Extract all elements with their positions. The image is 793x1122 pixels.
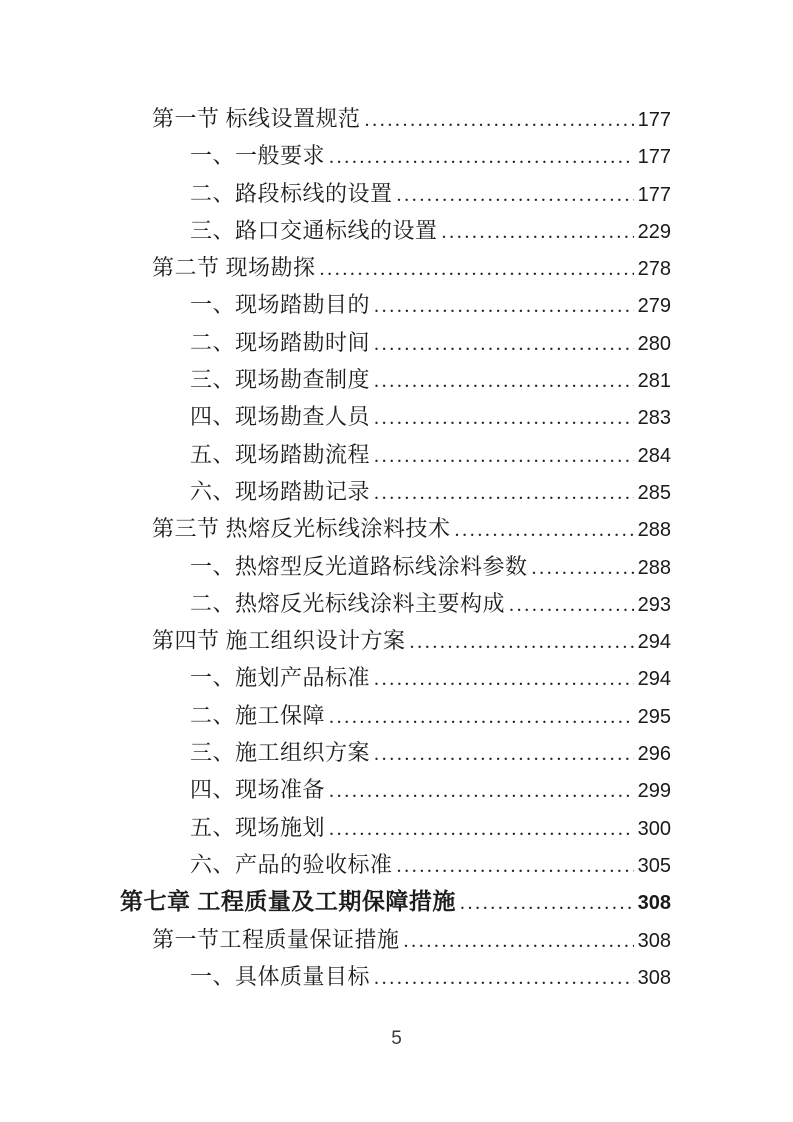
toc-dot-leader <box>374 436 634 475</box>
toc-entry-page-number: 284 <box>637 444 671 467</box>
toc-entry-page-number: 308 <box>637 966 671 989</box>
toc-dot-leader <box>397 175 634 214</box>
toc-dot-leader <box>374 361 634 400</box>
toc-entry-page-number: 288 <box>637 556 671 579</box>
toc-entry[interactable] <box>190 771 671 808</box>
toc-entry[interactable] <box>190 324 671 361</box>
toc-entry[interactable] <box>190 473 671 510</box>
toc-dot-leader <box>329 137 634 176</box>
toc-entry-title: 二、施工保障 <box>190 702 326 728</box>
toc-dot-leader <box>460 883 634 922</box>
toc-entry-title: 第四节 施工组织设计方案 <box>152 628 406 654</box>
toc-entry-page-number: 285 <box>637 481 671 504</box>
toc-dot-leader <box>329 697 634 736</box>
toc-entry-page-number: 294 <box>637 631 671 654</box>
toc-entry-page-number: 229 <box>637 220 671 243</box>
toc-entry-title: 四、现场勘查人员 <box>190 404 371 430</box>
toc-entry-title: 第一节 标线设置规范 <box>152 106 361 131</box>
toc-entry-page-number: 279 <box>637 295 671 318</box>
toc-entry[interactable] <box>152 921 671 958</box>
toc-dot-leader <box>329 771 634 810</box>
toc-entry-title: 一、具体质量目标 <box>190 963 371 989</box>
toc-entry-title: 一、一般要求 <box>190 143 326 169</box>
toc-dot-leader <box>404 921 634 960</box>
toc-entry-title: 四、现场准备 <box>190 777 326 803</box>
toc-entry-title: 第二节 现场勘探 <box>152 255 316 281</box>
toc-entry-title: 六、现场踏勘记录 <box>190 478 371 504</box>
toc-entry-page-number: 308 <box>637 892 671 915</box>
toc-entry[interactable] <box>190 809 671 846</box>
toc-entry[interactable] <box>190 361 671 398</box>
toc-entry[interactable] <box>190 846 671 883</box>
toc-entry-title: 第三节 热熔反光标线涂料技术 <box>152 516 451 542</box>
toc-entry-title: 六、产品的验收标准 <box>190 851 393 877</box>
toc-entry[interactable] <box>190 958 671 995</box>
toc-entry-page-number: 281 <box>637 370 671 393</box>
toc-entry-title: 三、现场勘查制度 <box>190 367 371 393</box>
toc-entry[interactable] <box>152 510 671 547</box>
toc-dot-leader <box>320 249 634 288</box>
toc-entry[interactable] <box>190 175 671 212</box>
toc-entry[interactable] <box>190 436 671 473</box>
toc-dot-leader <box>532 548 634 587</box>
toc-entry-page-number: 288 <box>637 519 671 542</box>
toc-dot-leader <box>374 659 634 698</box>
toc-dot-leader <box>374 734 634 773</box>
toc-entry-title: 一、现场踏勘目的 <box>190 292 371 318</box>
toc-entry-page-number: 295 <box>637 705 671 728</box>
toc-entry-title: 五、现场踏勘流程 <box>190 441 371 467</box>
toc-entry-title: 三、施工组织方案 <box>190 740 371 766</box>
toc-dot-leader <box>329 809 634 848</box>
toc-entry[interactable] <box>190 137 671 174</box>
toc-entry[interactable] <box>152 249 671 286</box>
toc-entry-page-number: 278 <box>637 258 671 281</box>
toc-dot-leader <box>410 622 634 661</box>
toc-entry-page-number: 177 <box>637 109 671 131</box>
toc-entry-page-number: 280 <box>637 332 671 355</box>
toc-entry-page-number: 299 <box>637 780 671 803</box>
toc-entry-page-number: 296 <box>637 743 671 766</box>
toc-entry-page-number: 177 <box>637 183 671 206</box>
toc-dot-leader <box>455 510 634 549</box>
toc-entry-title: 一、施划产品标准 <box>190 665 371 691</box>
toc-entry-page-number: 308 <box>637 929 671 952</box>
toc-entry-title: 第一节工程质量保证措施 <box>152 926 400 952</box>
toc-dot-leader <box>374 286 634 325</box>
toc-dot-leader <box>509 585 634 624</box>
toc-dot-leader <box>397 846 634 885</box>
toc-entry[interactable] <box>190 398 671 435</box>
toc-entry-page-number: 305 <box>637 854 671 877</box>
toc-entry[interactable] <box>190 659 671 696</box>
toc-dot-leader <box>365 100 634 139</box>
toc-entry-title: 五、现场施划 <box>190 814 326 840</box>
toc-list <box>0 100 671 995</box>
toc-dot-leader <box>374 473 634 512</box>
toc-entry-page-number: 293 <box>637 593 671 616</box>
toc-entry[interactable] <box>152 100 671 137</box>
toc-entry-page-number: 300 <box>637 817 671 840</box>
toc-entry-title: 第七章 工程质量及工期保障措施 <box>120 888 456 915</box>
toc-dot-leader <box>374 324 634 363</box>
toc-entry[interactable] <box>190 212 671 249</box>
toc-entry[interactable] <box>190 697 671 734</box>
toc-entry[interactable] <box>152 622 671 659</box>
footer-page-number: 5 <box>391 1028 402 1049</box>
toc-entry-page-number: 294 <box>637 668 671 691</box>
toc-dot-leader <box>442 212 634 251</box>
toc-entry-title: 二、路段标线的设置 <box>190 180 393 206</box>
toc-entry[interactable] <box>190 734 671 771</box>
toc-entry[interactable] <box>190 548 671 585</box>
toc-dot-leader <box>374 398 634 437</box>
toc-entry-title: 三、路口交通标线的设置 <box>190 217 438 243</box>
toc-entry-title: 二、热熔反光标线涂料主要构成 <box>190 590 506 616</box>
toc-entry-page-number: 283 <box>637 407 671 430</box>
toc-entry-page-number: 177 <box>637 146 671 169</box>
toc-entry[interactable] <box>120 883 671 920</box>
toc-entry-title: 一、热熔型反光道路标线涂料参数 <box>190 553 528 579</box>
toc-entry[interactable] <box>190 286 671 323</box>
toc-entry-title: 二、现场踏勘时间 <box>190 329 371 355</box>
toc-dot-leader <box>374 958 634 997</box>
toc-entry[interactable] <box>190 585 671 622</box>
